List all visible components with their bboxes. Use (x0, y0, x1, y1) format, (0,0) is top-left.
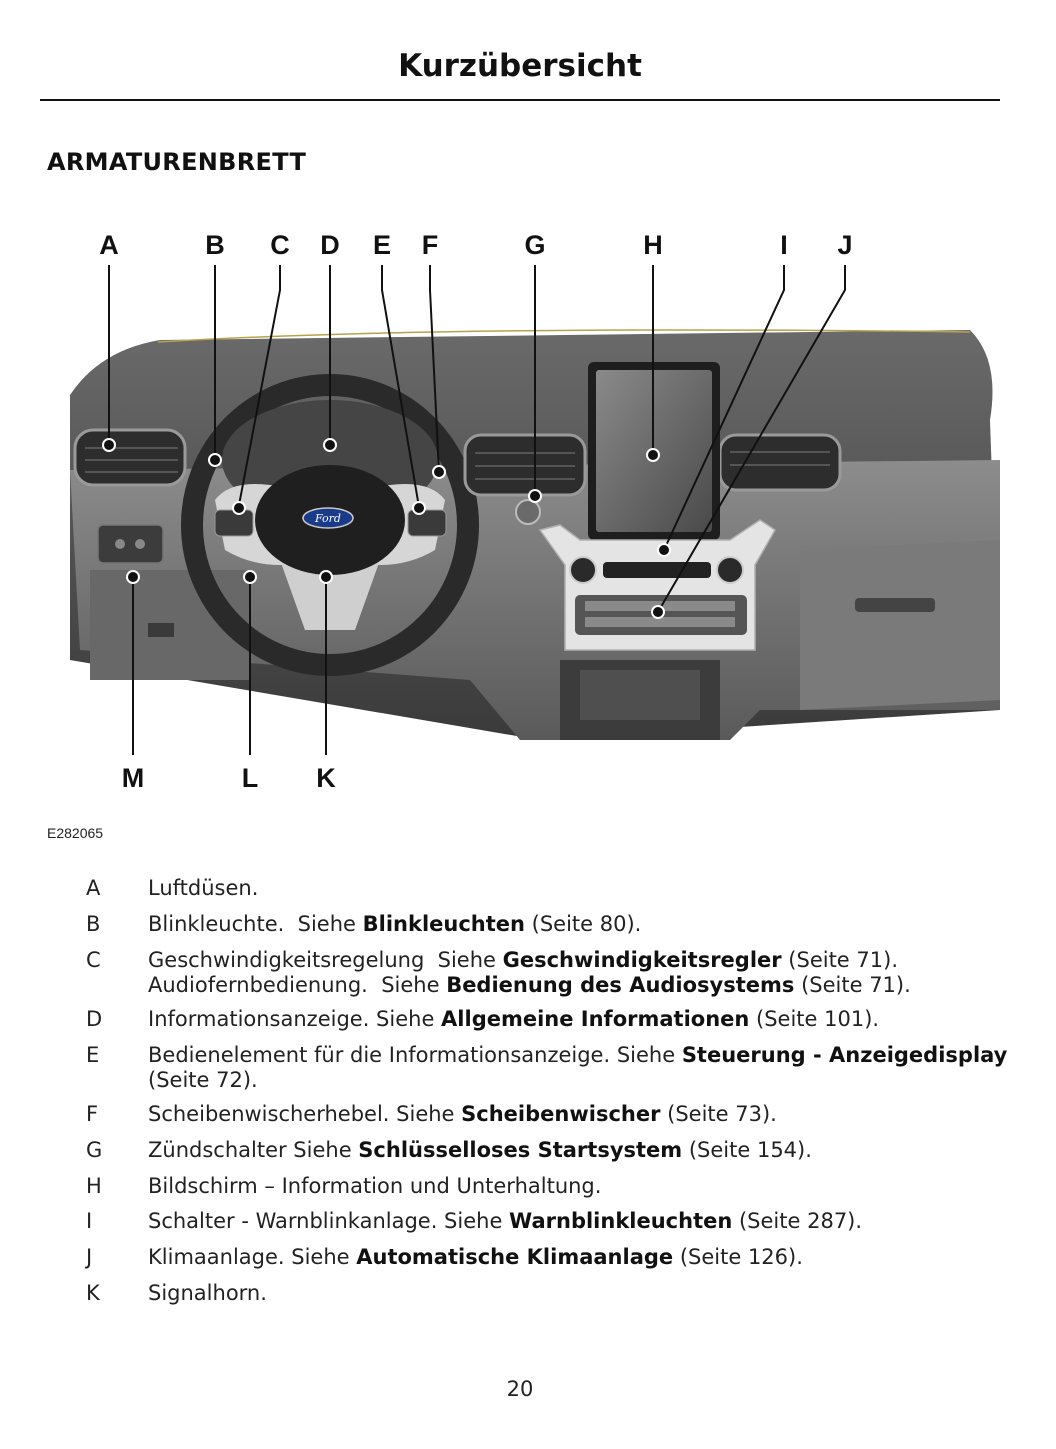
page-number: 20 (506, 1377, 534, 1401)
legend-text-segment: Informationsanzeige. Siehe (148, 1007, 442, 1031)
center-console (540, 520, 775, 650)
legend-text-segment: Bedienelement für die Informationsanzeige. Siehe (148, 1043, 682, 1067)
right-air-vent (720, 435, 840, 490)
title-rule (40, 99, 1000, 101)
legend-description (148, 948, 1008, 998)
legend-description (148, 1138, 1008, 1163)
legend-line (148, 1068, 1008, 1093)
callout-a: A (99, 230, 119, 260)
left-air-vent (75, 430, 185, 485)
callout-e: E (372, 230, 392, 260)
center-air-vent (465, 435, 585, 495)
callout-h: H (643, 230, 663, 260)
legend-text-segment: (Seite 126). (673, 1245, 803, 1269)
callout-d: D (320, 230, 340, 260)
legend-letter: J (86, 1245, 93, 1269)
legend-line (148, 1281, 1008, 1306)
legend-letter: F (86, 1102, 99, 1126)
cross-reference[interactable]: Schlüsselloses Startsystem (358, 1138, 683, 1162)
legend-text-segment: Bildschirm – Information und Unterhaltung. (148, 1174, 602, 1198)
legend-line (148, 948, 1008, 973)
legend-description (148, 1245, 1008, 1270)
legend-text-segment: (Seite 71). (794, 973, 911, 997)
legend-text-segment: Schalter - Warnblinkanlage. Siehe (148, 1209, 510, 1233)
legend-text-segment: (Seite 73). (660, 1102, 777, 1126)
legend-description (148, 1102, 1008, 1127)
callout-letters-top (99, 230, 852, 260)
callout-m: M (121, 763, 145, 793)
callout-j: J (837, 230, 853, 260)
section-heading: ARMATURENBRETT (47, 148, 307, 176)
legend-text-segment: Zündschalter Siehe (148, 1138, 359, 1162)
legend-text-segment: (Seite 72). (148, 1068, 258, 1092)
legend-description (148, 876, 1008, 901)
legend-text-segment: (Seite 287). (732, 1209, 863, 1233)
cross-reference[interactable]: Geschwindigkeitsregler (502, 948, 782, 972)
legend-description (148, 1007, 1008, 1032)
legend-letter: A (86, 876, 101, 900)
legend-line (148, 876, 1008, 901)
legend-letter: H (86, 1174, 102, 1198)
dashboard-figure (40, 220, 1010, 810)
legend-description (148, 912, 1008, 937)
callout-f: F (421, 230, 439, 260)
legend-text-segment: Scheibenwischerhebel. Siehe (148, 1102, 462, 1126)
legend-text-segment: Klimaanlage. Siehe (148, 1245, 357, 1269)
legend-line (148, 1209, 1008, 1234)
figure-id: E282065 (47, 825, 104, 841)
legend-letter: I (86, 1209, 93, 1233)
legend-text-segment: (Seite 71). (781, 948, 898, 972)
cross-reference[interactable]: Automatische Klimaanlage (356, 1245, 674, 1269)
ford-logo-text: Ford (315, 512, 341, 525)
cross-reference[interactable]: Warnblinkleuchten (509, 1209, 733, 1233)
legend-text-segment: Luftdüsen. (148, 876, 259, 900)
legend-text-segment: Geschwindigkeitsregelung Siehe (148, 948, 503, 972)
legend-text-segment: Signalhorn. (148, 1281, 267, 1305)
cross-reference[interactable]: Blinkleuchten (362, 912, 525, 936)
cross-reference[interactable]: Scheibenwischer (461, 1102, 661, 1126)
cross-reference[interactable]: Steuerung - Anzeigedisplay (681, 1043, 1008, 1067)
page-title: Kurzübersicht (398, 48, 642, 84)
legend-text-segment: (Seite 80). (524, 912, 642, 936)
legend-line (148, 1102, 1008, 1127)
legend-line (148, 1043, 1008, 1068)
callout-b: B (205, 230, 225, 260)
callout-i: I (780, 230, 788, 260)
start-button (516, 500, 540, 524)
callout-l: L (241, 763, 259, 793)
cross-reference[interactable]: Bedienung des Audiosystems (446, 973, 795, 997)
legend-text-segment: (Seite 154). (682, 1138, 812, 1162)
dashboard-illustration (40, 220, 1010, 810)
legend-letter: D (86, 1007, 103, 1031)
legend-description (148, 1209, 1008, 1234)
callout-k: K (316, 763, 336, 793)
cross-reference[interactable]: Allgemeine Informationen (441, 1007, 750, 1031)
legend-description (148, 1043, 1008, 1093)
legend-description (148, 1281, 1008, 1306)
legend-line (148, 912, 1008, 937)
legend-line (148, 1245, 1008, 1270)
callout-c: C (270, 230, 290, 260)
legend-letter: C (86, 948, 101, 972)
callout-g: G (524, 230, 546, 260)
legend-letter: B (86, 912, 101, 936)
legend-description (148, 1174, 1008, 1199)
legend-letter: G (86, 1138, 103, 1162)
legend-letter: K (86, 1281, 100, 1305)
legend-text-segment: Blinkleuchte. Siehe (148, 912, 363, 936)
legend-letter: E (86, 1043, 100, 1067)
legend-line (148, 1138, 1008, 1163)
legend-text-segment: Audiofernbedienung. Siehe (148, 973, 447, 997)
legend-text-segment: (Seite 101). (749, 1007, 880, 1031)
legend-line (148, 973, 1008, 998)
legend-line (148, 1007, 1008, 1032)
legend-line (148, 1174, 1008, 1199)
